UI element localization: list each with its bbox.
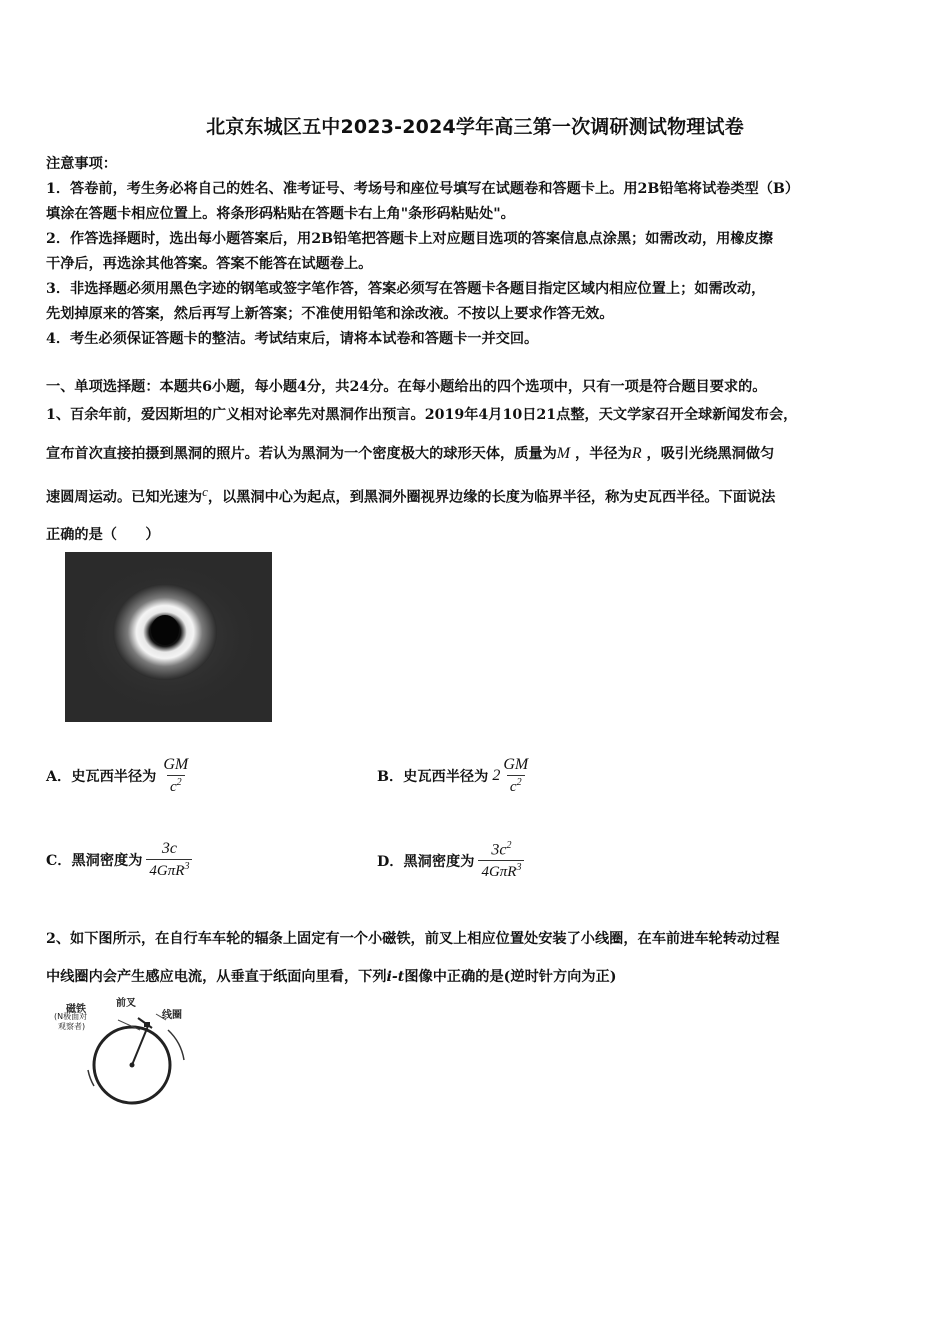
fraction-denominator: [167, 775, 185, 796]
fraction-numerator: [488, 840, 514, 860]
q1-line: [46, 435, 916, 474]
notes-line: 干净后，再选涂其他答案。答案不能答在试题卷上。: [46, 256, 373, 272]
notes-heading: 注意事项：: [46, 156, 117, 172]
denominator-exponent: 2: [516, 777, 522, 788]
light-speed-variable: c: [202, 484, 208, 499]
option-d-label: D．黑洞密度为: [377, 853, 475, 870]
q1-text: ，以黑洞中心为起点，到黑洞外圈视界边缘的长度为临界半径，称为史瓦西半径。下面说法: [207, 489, 776, 506]
question-1: [46, 397, 916, 555]
question-2: [46, 920, 916, 996]
notes-line: 3．非选择题必须用黑色字迹的钢笔或签字笔作答，答案必须写在答题卡各题目指定区域内相应位置上；如需改动，: [46, 281, 766, 297]
q1-line: 正确的是（ ）: [46, 527, 160, 544]
radius-variable: R: [631, 444, 642, 462]
q1-text: 速圆周运动。已知光速为: [46, 489, 203, 506]
option-a[interactable]: [46, 756, 191, 796]
notes-line: 1．答卷前，考生务必将自己的姓名、准考证号、考场号和座位号填写在试题卷和答题卡上。用2B铅笔将试卷类型（B）: [46, 181, 800, 197]
section-heading: 一、单项选择题：本题共6小题，每小题4分，共24分。在每小题给出的四个选项中，只有一项是符合题目要求的。: [46, 379, 767, 395]
bicycle-wheel-figure: [48, 990, 198, 1105]
option-c[interactable]: [46, 840, 192, 880]
fraction-numerator: 3c: [161, 840, 177, 857]
q2-text: 中线圈内会产生感应电流，从垂直于纸面向里看，下列: [46, 969, 387, 985]
numerator-exponent: 2: [506, 840, 512, 851]
denominator-base: 4GπR: [481, 864, 517, 881]
fraction-denominator: [478, 860, 524, 881]
notes-block: [46, 152, 916, 352]
denominator-base: 4GπR: [149, 863, 185, 879]
q2-text: 图像中正确的是(逆时针方向为正): [404, 969, 617, 985]
denominator-base: c: [509, 779, 517, 795]
denominator-base: c: [169, 779, 177, 795]
coil-label: 线圈: [162, 1010, 182, 1021]
denominator-exponent: 3: [184, 861, 190, 872]
magnet-note: 观察者): [58, 1022, 86, 1031]
denominator-exponent: 2: [176, 777, 182, 788]
fork-label: 前叉: [116, 998, 136, 1009]
magnet-note: (N极面对: [54, 1012, 88, 1021]
notes-line: 4．考生必须保证答题卡的整洁。考试结束后，请将本试卷和答题卡一并交回。: [46, 331, 539, 347]
numerator-base: 3c: [491, 841, 507, 859]
q1-text: ，半径为: [575, 445, 632, 462]
fraction-denominator: [507, 775, 525, 796]
option-d-fraction: [478, 840, 524, 881]
mass-variable: M: [556, 444, 571, 462]
option-d[interactable]: [377, 840, 524, 881]
q1-line: [46, 473, 916, 517]
fraction-denominator: [146, 859, 192, 880]
q1-text: 宣布首次直接拍摄到黑洞的照片。若认为黑洞为一个密度极大的球形天体，质量为: [46, 445, 557, 462]
notes-line: 先划掉原来的答案，然后再写上新答案；不准使用铅笔和涂改液。不按以上要求作答无效。: [46, 306, 614, 322]
magnet-label: 磁铁: [66, 1004, 86, 1015]
option-b-fraction: [500, 756, 531, 796]
black-hole-photo: [65, 552, 272, 722]
fraction-numerator: GM: [503, 756, 529, 773]
q1-text: ，吸引光绕黑洞做匀: [646, 445, 775, 462]
q2-line: 2、如下图所示，在自行车车轮的辐条上固定有一个小磁铁，前叉上相应位置处安装了小线圈，在车前进车轮转动过程: [46, 931, 780, 947]
notes-line: 填涂在答题卡相应位置上。将条形码粘贴在答题卡右上角"条形码粘贴处"。: [46, 206, 515, 222]
option-c-label: C．黑洞密度为: [46, 853, 143, 869]
q1-line: 1、百余年前，爱因斯坦的广义相对论率先对黑洞作出预言。2019年4月10日21点整，天文学家召开全球新闻发布会，: [46, 407, 798, 423]
fraction-numerator: GM: [163, 756, 189, 773]
notes-line: 2．作答选择题时，选出每小题答案后，用2B铅笔把答题卡上对应题目选项的答案信息点涂黑；如需改动，用橡皮擦: [46, 231, 773, 247]
option-b[interactable]: [377, 756, 531, 796]
it-variable: i-t: [386, 969, 405, 985]
denominator-exponent: 3: [516, 862, 522, 874]
option-a-label: A．史瓦西半径为: [46, 769, 157, 785]
option-b-coefficient: 2: [492, 767, 501, 784]
option-b-label: B．史瓦西半径为: [377, 769, 489, 785]
page-title: 北京东城区五中2023-2024学年高三第一次调研测试物理试卷: [206, 116, 744, 138]
option-c-fraction: [146, 840, 192, 880]
option-a-fraction: [160, 756, 191, 796]
